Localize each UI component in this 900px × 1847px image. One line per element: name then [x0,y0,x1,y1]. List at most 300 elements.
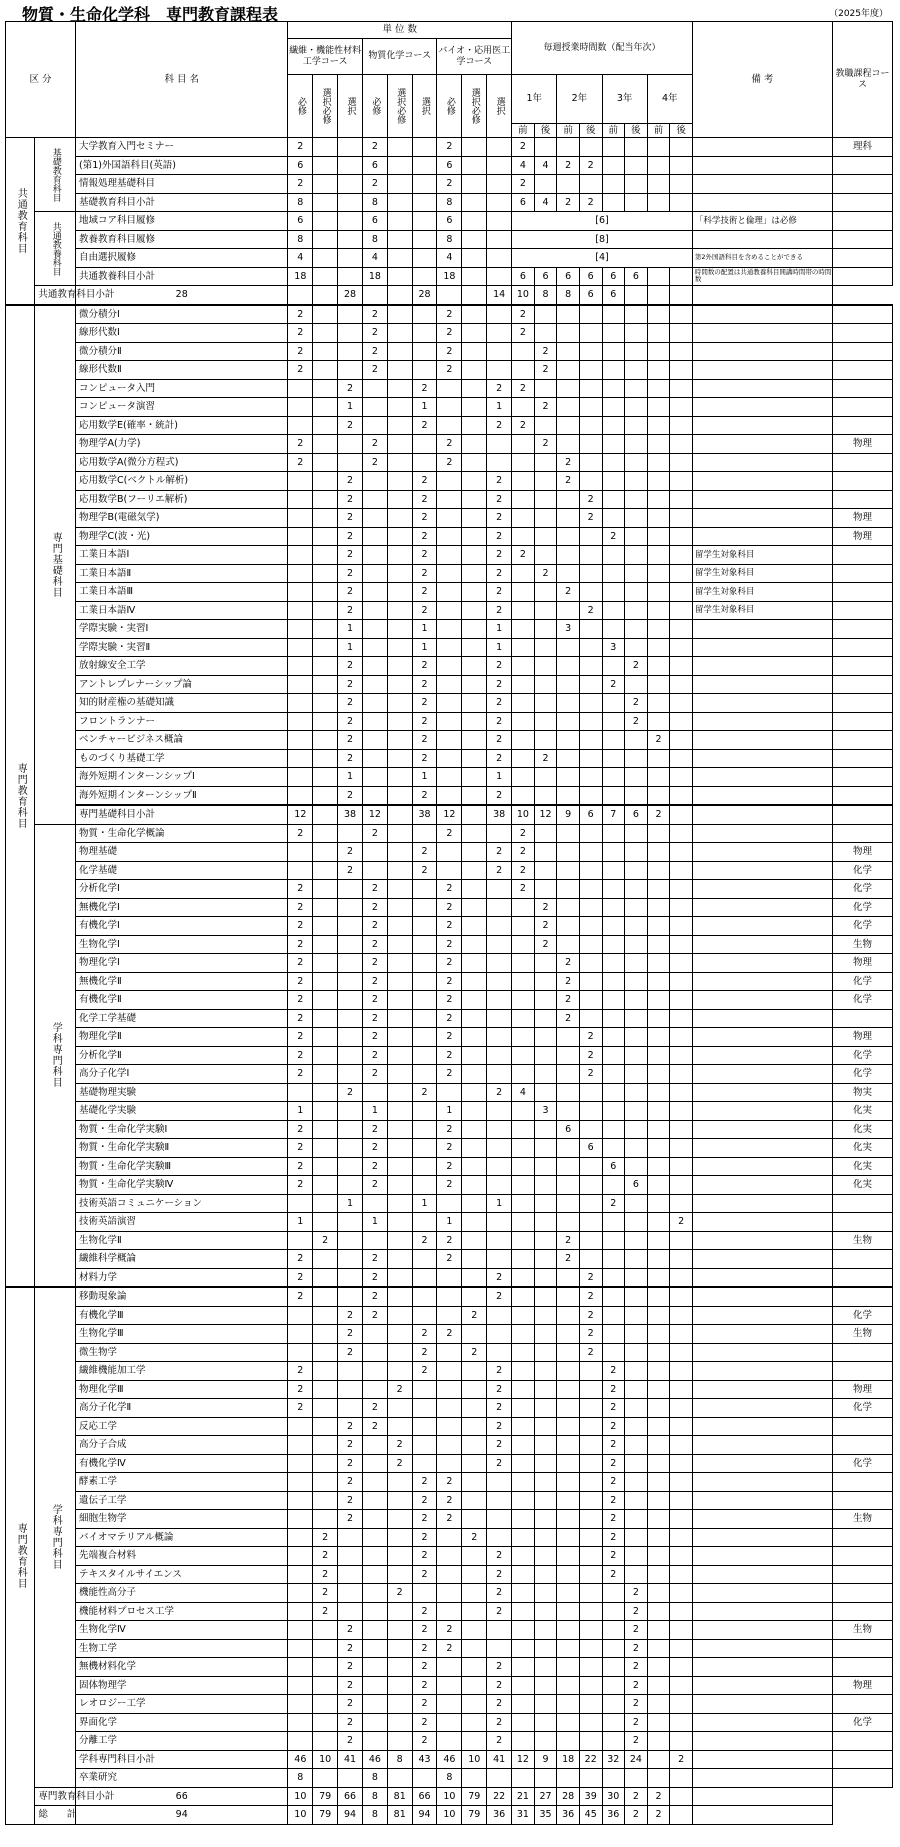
remark-cell [692,1602,832,1621]
hours-cell [670,1547,693,1566]
unit-cell: 2 [412,675,437,694]
unit-cell [362,1676,387,1695]
teacher-course-cell [832,212,892,231]
unit-cell [412,138,437,157]
unit-cell [437,1732,462,1751]
table-row [6,156,893,175]
unit-cell [437,1268,462,1287]
unit-cell [362,1231,387,1250]
unit-cell [387,1250,412,1269]
header-required: 必修 [288,75,313,138]
hours-cell [512,1417,535,1436]
subject-name: 生物工学 [76,1639,288,1658]
hours-cell [647,1306,670,1325]
hours-cell [647,638,670,657]
hours-cell: 6 [579,805,602,824]
table-row [6,1473,893,1492]
unit-cell: 2 [487,546,512,565]
hours-cell [534,490,557,509]
hours-cell [602,991,625,1010]
unit-cell [462,527,487,546]
remark-cell [692,1065,832,1084]
subject-name: 工業日本語Ⅲ [76,583,288,602]
hours-cell [557,917,580,936]
teacher-course-cell [832,731,892,750]
subject-name: 物質・生命化学実験Ⅱ [76,1139,288,1158]
hours-cell [579,564,602,583]
subject-name: 専門基礎科目小計 [76,805,288,824]
unit-cell [487,1250,512,1269]
unit-cell [487,138,512,157]
unit-cell [437,1713,462,1732]
hours-cell [647,1362,670,1381]
hours-cell [579,917,602,936]
hours-cell [534,1658,557,1677]
unit-cell: 2 [362,917,387,936]
hours-cell [602,1009,625,1028]
hours-cell: 22 [579,1750,602,1769]
teacher-course-cell [832,156,892,175]
unit-cell [387,786,412,805]
unit-cell [387,583,412,602]
unit-cell: 2 [437,1250,462,1269]
unit-cell: 2 [338,472,363,491]
remark-cell [692,435,832,454]
academic-year: （2025年度） [829,9,888,19]
unit-cell [487,1231,512,1250]
unit-cell [338,972,363,991]
hours-cell [579,1528,602,1547]
unit-cell [313,749,338,768]
unit-cell: 2 [387,1454,412,1473]
unit-cell [338,324,363,343]
unit-cell: 2 [437,453,462,472]
hours-cell [534,138,557,157]
hours-cell [625,286,648,305]
unit-cell [387,1065,412,1084]
hours-cell [602,1287,625,1306]
subject-name: 先端複合材料 [76,1547,288,1566]
hours-cell [534,1713,557,1732]
unit-cell: 2 [338,1343,363,1362]
unit-cell: 2 [338,1732,363,1751]
unit-cell: 2 [487,843,512,862]
unit-cell [412,1380,437,1399]
hours-cell [579,991,602,1010]
unit-cell [313,694,338,713]
hours-cell: 2 [579,1325,602,1344]
unit-cell: 2 [288,1120,313,1139]
unit-cell: 2 [362,1157,387,1176]
unit-cell [387,1473,412,1492]
remark-cell [692,490,832,509]
unit-cell: 10 [313,1750,338,1769]
unit-cell [462,361,487,380]
hours-cell [534,1157,557,1176]
hours-cell [602,694,625,713]
unit-cell: 2 [338,564,363,583]
unit-cell: 2 [288,1139,313,1158]
hours-cell [602,156,625,175]
unit-cell [462,1491,487,1510]
group-department-specialized: 学科専門科目 [35,1287,76,1787]
hours-cell [625,138,648,157]
unit-cell [313,398,338,417]
hours-cell: 4 [512,156,535,175]
hours-cell [647,342,670,361]
hours-cell [647,416,670,435]
hours-cell [557,416,580,435]
hours-cell [625,379,648,398]
hours-cell [670,954,693,973]
unit-cell [412,305,437,324]
unit-cell [362,398,387,417]
teacher-course-cell: 生物 [832,1325,892,1344]
unit-cell: 2 [362,1065,387,1084]
unit-cell [462,1362,487,1381]
teacher-course-cell [832,546,892,565]
hours-cell [512,768,535,787]
weekly-hours-bracket: [6] [512,212,693,231]
hours-cell [670,898,693,917]
subject-name: 有機化学Ⅰ [76,917,288,936]
subject-name: 情報処理基礎科目 [76,175,288,194]
unit-cell: 2 [288,1362,313,1381]
unit-cell: 2 [412,1083,437,1102]
hours-cell [602,1306,625,1325]
unit-cell: 66 [76,1787,288,1806]
unit-cell [462,1157,487,1176]
subject-name: コンピュータ入門 [76,379,288,398]
unit-cell [487,1028,512,1047]
unit-cell [387,1695,412,1714]
unit-cell: 1 [487,398,512,417]
unit-cell: 28 [76,286,288,305]
unit-cell [313,1343,338,1362]
unit-cell [487,305,512,324]
hours-cell [557,1510,580,1529]
hours-cell [602,1231,625,1250]
unit-cell: 10 [437,1806,462,1825]
table-row [6,1695,893,1714]
hours-cell [647,1250,670,1269]
teacher-course-cell [832,342,892,361]
hours-cell [512,1046,535,1065]
hours-cell [647,1157,670,1176]
subject-name: 反応工学 [76,1417,288,1436]
unit-cell [412,1268,437,1287]
hours-cell [670,416,693,435]
hours-cell [512,490,535,509]
unit-cell [462,1268,487,1287]
hours-cell [647,379,670,398]
hours-cell [512,1009,535,1028]
unit-cell [437,564,462,583]
unit-cell [487,991,512,1010]
table-row [6,917,893,936]
hours-cell [647,1213,670,1232]
unit-cell [387,880,412,899]
remark-cell [692,379,832,398]
unit-cell: 2 [338,1695,363,1714]
hours-cell: 2 [557,991,580,1010]
hours-cell [670,1325,693,1344]
hours-cell [557,342,580,361]
hours-cell [625,1046,648,1065]
unit-cell [437,1602,462,1621]
hours-cell: 2 [625,1584,648,1603]
unit-cell: 2 [362,824,387,843]
unit-cell [387,1176,412,1195]
hours-cell: 28 [557,1787,580,1806]
unit-cell: 2 [338,749,363,768]
unit-cell [487,1343,512,1362]
unit-cell [338,453,363,472]
hours-cell [579,1120,602,1139]
unit-cell: 2 [362,324,387,343]
hours-cell [602,472,625,491]
hours-cell: 2 [512,546,535,565]
unit-cell: 1 [412,620,437,639]
remark-cell [692,398,832,417]
unit-cell: 2 [412,1639,437,1658]
table-row [6,175,893,194]
hours-cell: 2 [647,805,670,824]
unit-cell [288,416,313,435]
hours-cell [512,1102,535,1121]
unit-cell: 2 [338,694,363,713]
hours-cell: 2 [579,1028,602,1047]
hours-cell [579,1769,602,1788]
unit-cell [313,1639,338,1658]
subject-name: 物質・生命化学概論 [76,824,288,843]
hours-cell [670,1083,693,1102]
subject-name: 生物化学Ⅰ [76,935,288,954]
unit-cell [437,1547,462,1566]
subject-name: 有機化学Ⅱ [76,991,288,1010]
unit-cell [338,1362,363,1381]
unit-cell [338,1065,363,1084]
hours-cell [512,583,535,602]
table-row [6,1102,893,1121]
hours-cell [512,620,535,639]
hours-cell [512,342,535,361]
subtotal-label: 共通教育科目小計 [35,286,76,305]
hours-cell [512,1231,535,1250]
unit-cell: 2 [338,843,363,862]
curriculum-body [6,138,893,1825]
table-row [6,1120,893,1139]
hours-cell: 2 [534,342,557,361]
unit-cell [462,824,487,843]
remark-cell [692,1250,832,1269]
unit-cell [462,286,487,305]
unit-cell [387,954,412,973]
hours-cell [647,1009,670,1028]
remark-cell [692,138,832,157]
hours-cell [512,731,535,750]
hours-cell [670,694,693,713]
hours-cell [647,991,670,1010]
subject-name: 高分子化学Ⅱ [76,1399,288,1418]
unit-cell: 2 [288,1380,313,1399]
unit-cell: 2 [412,657,437,676]
unit-cell [313,1176,338,1195]
subject-name: 無機化学Ⅱ [76,972,288,991]
unit-cell [487,324,512,343]
hours-cell [534,601,557,620]
unit-cell: 2 [412,1362,437,1381]
unit-cell [462,1009,487,1028]
hours-cell [670,564,693,583]
subject-name: 技術英語コミュニケーション [76,1194,288,1213]
header-year-3: 3年 [602,75,647,124]
unit-cell [462,861,487,880]
hours-cell [670,1028,693,1047]
hours-cell: 2 [625,1676,648,1695]
unit-cell [313,638,338,657]
hours-cell [602,657,625,676]
hours-cell [625,601,648,620]
subject-name: 基礎物理実験 [76,1083,288,1102]
table-row [6,1009,893,1028]
unit-cell: 2 [412,861,437,880]
unit-cell [313,1083,338,1102]
hours-cell: 2 [625,1695,648,1714]
hours-cell: 2 [534,435,557,454]
table-row [6,416,893,435]
hours-cell [534,1083,557,1102]
unit-cell [462,1454,487,1473]
hours-cell [647,1436,670,1455]
unit-cell [487,1510,512,1529]
subject-name: 物理化学Ⅱ [76,1028,288,1047]
unit-cell: 2 [487,416,512,435]
unit-cell: 2 [437,175,462,194]
table-row [6,1139,893,1158]
unit-cell [313,1306,338,1325]
remark-cell [692,1769,832,1788]
hours-cell [670,1287,693,1306]
hours-cell: 2 [647,731,670,750]
remark-cell [692,991,832,1010]
remark-cell [692,1491,832,1510]
table-row [6,1454,893,1473]
subtotal-label: 総 計 [35,1806,76,1825]
unit-cell [313,805,338,824]
unit-cell [387,861,412,880]
unit-cell: 2 [412,786,437,805]
hours-cell [670,583,693,602]
unit-cell [313,1120,338,1139]
hours-cell [557,1658,580,1677]
hours-cell: 12 [534,805,557,824]
hours-cell [625,193,648,212]
unit-cell: 2 [462,1306,487,1325]
hours-cell: 2 [670,1750,693,1769]
unit-cell: 1 [412,398,437,417]
unit-cell: 2 [362,1250,387,1269]
teacher-course-cell: 物実 [832,1083,892,1102]
hours-cell: 2 [512,379,535,398]
unit-cell: 46 [437,1750,462,1769]
unit-cell [462,1621,487,1640]
hours-cell [670,398,693,417]
hours-cell: 22 [487,1787,512,1806]
subject-name: 物理学B(電磁気学) [76,509,288,528]
unit-cell [338,1380,363,1399]
remark-cell [692,694,832,713]
unit-cell [362,490,387,509]
unit-cell [462,843,487,862]
hours-cell [602,1065,625,1084]
unit-cell [412,972,437,991]
hours-cell [512,453,535,472]
subject-name: 地域コア科目履修 [76,212,288,231]
header-semester-first: 前 [647,124,670,138]
unit-cell: 2 [338,546,363,565]
unit-cell: 2 [338,1621,363,1640]
unit-cell [362,694,387,713]
unit-cell [437,1343,462,1362]
subject-name: アントレプレナーシップ論 [76,675,288,694]
hours-cell [579,1547,602,1566]
unit-cell [487,230,512,249]
unit-cell [338,230,363,249]
unit-cell [338,361,363,380]
unit-cell: 12 [362,805,387,824]
hours-cell [534,453,557,472]
unit-cell [288,546,313,565]
unit-cell [412,1120,437,1139]
unit-cell: 2 [487,1287,512,1306]
unit-cell [362,564,387,583]
unit-cell: 12 [288,805,313,824]
unit-cell [412,1102,437,1121]
unit-cell: 1 [412,638,437,657]
remark-cell [692,1268,832,1287]
teacher-course-cell [832,1491,892,1510]
remark-cell [692,1417,832,1436]
remark-cell [692,324,832,343]
remark-cell [692,954,832,973]
hours-cell: 31 [512,1806,535,1825]
unit-cell [338,1250,363,1269]
hours-cell [534,1491,557,1510]
hours-cell [647,917,670,936]
unit-cell [387,490,412,509]
unit-cell [412,156,437,175]
remark-cell [692,843,832,862]
table-row [6,805,893,824]
hours-cell [557,694,580,713]
unit-cell [288,1658,313,1677]
unit-cell [387,175,412,194]
unit-cell [387,564,412,583]
hours-cell [647,286,670,305]
unit-cell: 2 [412,472,437,491]
unit-cell [462,1658,487,1677]
unit-cell: 10 [462,1750,487,1769]
hours-cell [670,880,693,899]
unit-cell: 2 [288,1028,313,1047]
unit-cell: 2 [288,138,313,157]
hours-cell [579,638,602,657]
unit-cell [387,991,412,1010]
unit-cell [387,712,412,731]
hours-cell [534,1695,557,1714]
unit-cell [362,1436,387,1455]
